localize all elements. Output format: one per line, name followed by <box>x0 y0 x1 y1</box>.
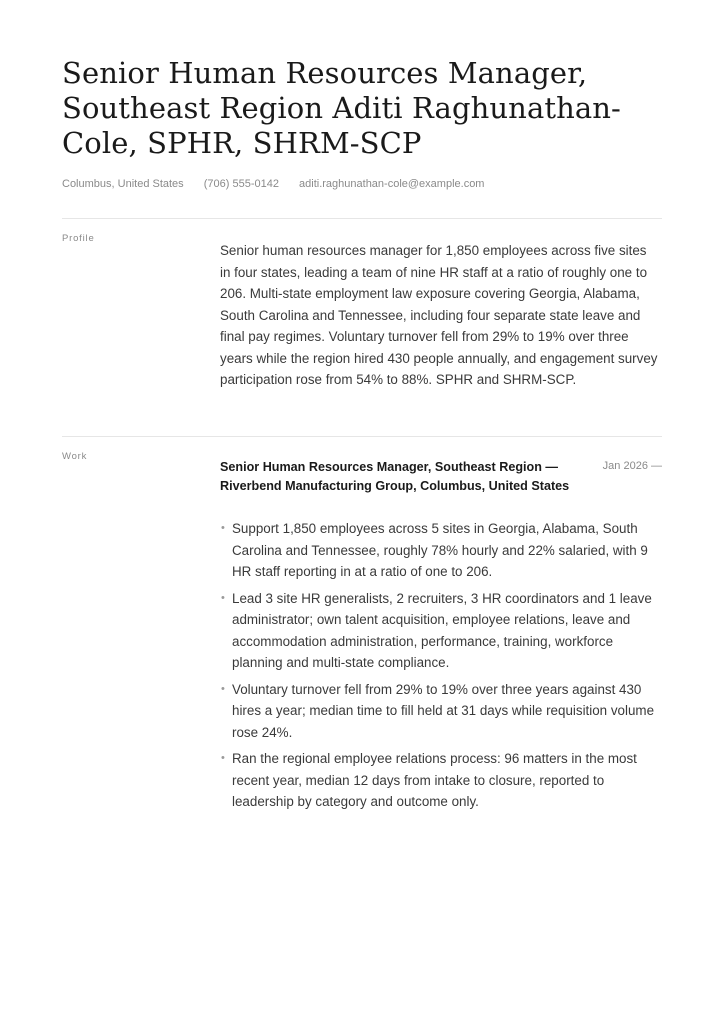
list-item <box>220 518 662 583</box>
section-label-profile: Profile <box>62 233 95 244</box>
list-item <box>220 588 662 674</box>
bullet-icon: • <box>221 752 225 764</box>
resume-name-title: Senior Human Resources Manager, Southeast Region Aditi Raghunathan-Cole, SPHR, SHRM-SCP <box>62 56 621 160</box>
bullet-icon: • <box>221 682 225 695</box>
bullet-icon: • <box>221 522 225 534</box>
list-item <box>220 748 662 813</box>
contact-location: Columbus, United States <box>62 178 184 190</box>
job-title: Senior Human Resources Manager, Southeast Region — Riverbend Manufacturing Group, Columbus, United States <box>220 460 570 493</box>
bullet-text: Ran the regional employee relations process: 96 matters in the most recent year, median 12 days from intake to closure, reported to leadership by category and outcome only. <box>232 751 637 809</box>
list-item <box>220 679 662 744</box>
section-divider <box>62 218 662 219</box>
contact-phone: (706) 555-0142 <box>203 178 279 190</box>
job-date: Jan 2026 — <box>602 460 662 472</box>
bullet-text: Support 1,850 employees across 5 sites in Georgia, Alabama, South Carolina and Tennessee, roughly 78% hourly and 22% salaried, with 9 HR staff reporting in at a ratio of one to 206. <box>232 521 648 579</box>
bullet-text: Voluntary turnover fell from 29% to 19% over three years against 430 hires a year; median time to fill held at 31 days while requisition volume rose 24%. <box>232 681 655 740</box>
contact-line <box>62 178 501 190</box>
section-divider <box>62 436 662 437</box>
bullet-text: Lead 3 site HR generalists, 2 recruiters, 3 HR coordinators and 1 leave administrator; own talent acquisition, employee relations, leave and accommodation administration, performance, training, workforce planning and multi-state compliance. <box>232 590 652 670</box>
job-bullet-list <box>220 518 662 818</box>
section-label-work: Work <box>62 451 88 462</box>
profile-summary: Senior human resources manager for 1,850 employees across five sites in four states, leading a team of nine HR staff at a ratio of roughly one to 206. Multi-state employment law exposure covering Georgia, Alabama, South Carolina and Tennessee, including four separate state leave and final pay regimes. Voluntary turnover fell from 29% to 19% over three years while the region hired 430 people annually, and engagement survey participation rose from 54% to 88%. SPHR and SHRM-SCP. <box>220 243 658 387</box>
contact-email: aditi.raghunathan-cole@example.com <box>299 178 485 190</box>
bullet-icon: • <box>221 591 225 604</box>
